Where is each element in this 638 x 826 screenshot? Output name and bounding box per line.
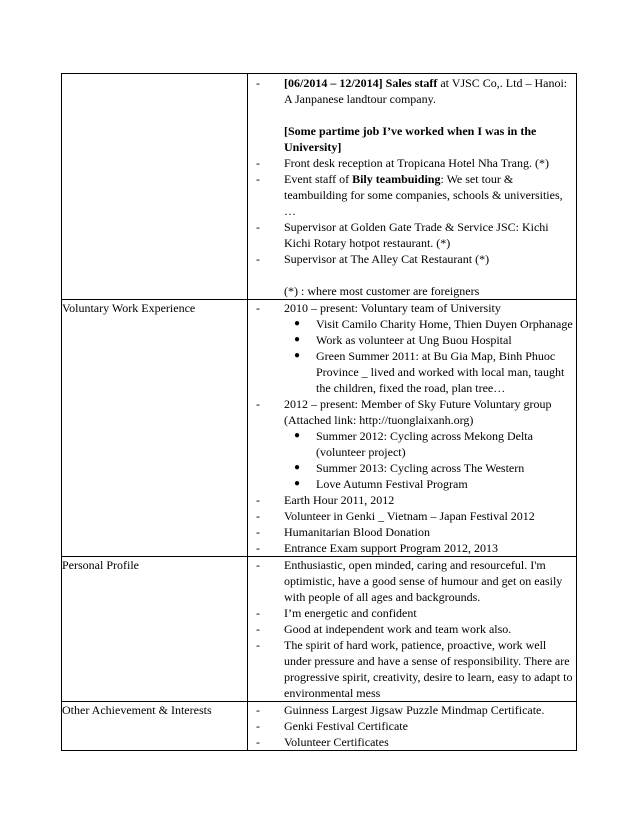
achievements-row: [62, 702, 577, 751]
voluntary-sky-future: 2012 – present: Member of Sky Future Voluntary group (Attached link: http://tuonglaixanh.org): [284, 397, 552, 427]
dash-marker: -: [256, 558, 260, 572]
list-item: [248, 396, 576, 428]
bullet-icon: ●: [294, 462, 301, 473]
dash-marker: -: [256, 252, 260, 266]
dash-marker: -: [256, 606, 260, 620]
dash-marker: -: [256, 397, 260, 411]
job-supervisor-kichi: Supervisor at Golden Gate Trade & Service JSC: Kichi Kichi Rotary hotpot restaurant. (*): [284, 220, 549, 250]
list-item: - Guinness Largest Jigsaw Puzzle Mindmap Certificate.: [256, 703, 545, 717]
dash-marker: -: [256, 719, 260, 733]
list-item: - Entrance Exam support Program 2012, 2013: [256, 541, 498, 555]
list-item: - Humanitarian Blood Donation: [256, 525, 430, 539]
voluntary-content: [248, 300, 577, 557]
dash-marker: -: [256, 156, 260, 170]
bullet-item: ● Green Summer 2011: at Bu Gia Map, Binh Phuoc Province _ lived and worked with local man, taught the children, fixed the road, plan tree…: [294, 349, 565, 395]
partime-heading: [Some partime job I’ve worked when I was in the University]: [284, 124, 537, 154]
work-experience-content: [248, 74, 577, 300]
dash-marker: -: [256, 622, 260, 636]
bullet-item: ● Visit Camilo Charity Home, Thien Duyen Orphanage: [294, 317, 573, 331]
list-item: - Earth Hour 2011, 2012: [256, 493, 395, 507]
bullet-icon: ●: [294, 350, 301, 361]
bullet-item: ● Love Autumn Festival Program: [294, 477, 468, 491]
list-item: - Volunteer in Genki _ Vietnam – Japan Festival 2012: [256, 509, 535, 523]
work-experience-label-cell: [62, 74, 248, 300]
profile-label: Personal Profile: [62, 557, 248, 702]
job-period-title: [06/2014 – 12/2014] Sales staff: [284, 76, 438, 90]
footnote: (*) : where most customer are foreigners: [284, 284, 480, 298]
bullet-icon: ●: [294, 430, 301, 441]
dash-marker: -: [256, 220, 260, 234]
dash-marker: -: [256, 301, 260, 315]
dash-marker: -: [256, 735, 260, 749]
achievements-label: Other Achievement & Interests: [62, 702, 248, 751]
bullet-item: ● Summer 2013: Cycling across The Western: [294, 461, 525, 475]
voluntary-label: Voluntary Work Experience: [62, 300, 248, 557]
list-item: - Genki Festival Certificate: [256, 719, 408, 733]
list-item: [248, 75, 576, 107]
list-item: - Good at independent work and team work also.: [256, 622, 512, 636]
dash-marker: -: [256, 525, 260, 539]
job-front-desk: Front desk reception at Tropicana Hotel Nha Trang. (*): [284, 156, 549, 170]
list-item: [248, 300, 576, 316]
achievements-content: [248, 702, 577, 751]
bullet-item: ● Summer 2012: Cycling across Mekong Delta (volunteer project): [294, 429, 533, 459]
bullet-icon: ●: [294, 318, 301, 329]
list-item: [248, 171, 576, 219]
cv-table: [61, 73, 577, 751]
profile-row: [62, 557, 577, 702]
list-item: - Volunteer Certificates: [256, 735, 389, 749]
list-item: [248, 155, 576, 171]
job-supervisor-alley-cat: Supervisor at The Alley Cat Restaurant (*): [284, 252, 490, 266]
list-item: [248, 251, 576, 267]
bullet-icon: ●: [294, 478, 301, 489]
list-item: - Enthusiastic, open minded, caring and resourceful. I'm optimistic, have a good sense of humour and get on easily with people of all ages and backgrounds.: [256, 558, 563, 604]
list-item: - I’m energetic and confident: [256, 606, 417, 620]
voluntary-row: [62, 300, 577, 557]
profile-content: [248, 557, 577, 702]
job-description: at VJSC Co,. Ltd – Hanoi: A Janpanese landtour company.: [284, 76, 568, 106]
dash-marker: -: [256, 638, 260, 652]
bullet-item: ● Work as volunteer at Ung Buou Hospital: [294, 333, 512, 347]
dash-marker: -: [256, 76, 260, 90]
list-item: [248, 219, 576, 251]
job-sales-staff: [284, 75, 576, 107]
company-name: Bily teambuiding: [352, 172, 441, 186]
dash-marker: -: [256, 172, 260, 186]
list-item: - The spirit of hard work, patience, proactive, work well under pressure and have a sense of responsibility. There are progressive spirit, creativity, desire to learn, easy to adapt to environmental mess: [256, 638, 573, 700]
bullet-icon: ●: [294, 334, 301, 345]
work-experience-row: [62, 74, 577, 300]
job-event-staff: Event staff of Bily teambuiding: We set tour & teambuilding for some companies, schools & universities, …: [284, 172, 563, 218]
dash-marker: -: [256, 493, 260, 507]
dash-marker: -: [256, 541, 260, 555]
voluntary-university-team: 2010 – present: Voluntary team of University: [284, 301, 501, 315]
dash-marker: -: [256, 509, 260, 523]
dash-marker: -: [256, 703, 260, 717]
